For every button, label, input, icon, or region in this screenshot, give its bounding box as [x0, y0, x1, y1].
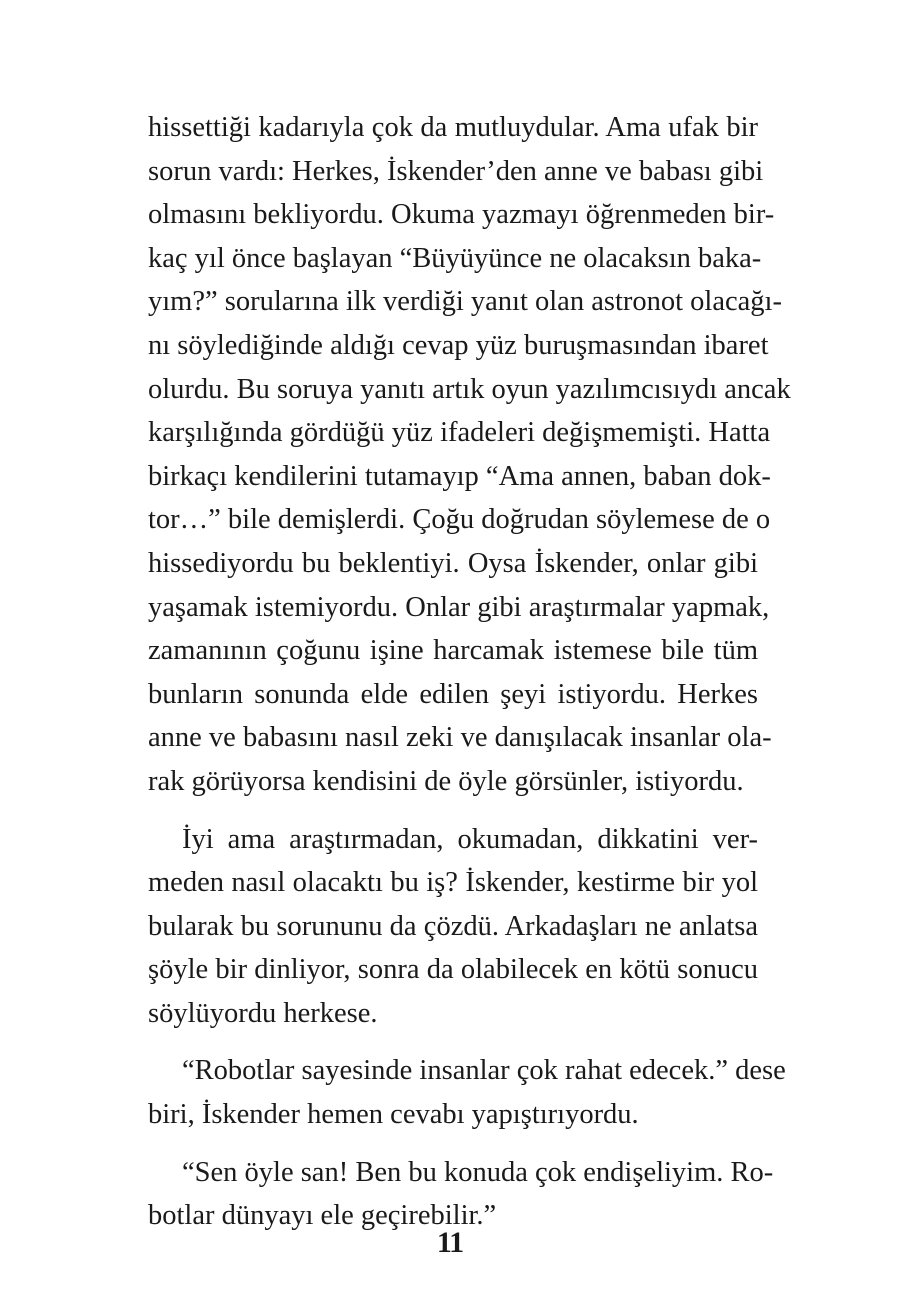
text-line: söylüyordu herkese. — [148, 997, 378, 1029]
text-line: birkaçı kendilerini tutamayıp “Ama annen, baban dok- — [148, 460, 771, 492]
text-line: İyi ama araştırmadan, okumadan, dikkatini ver- — [182, 823, 758, 855]
page-number: 11 — [436, 1226, 464, 1259]
text-line: hissettiği kadarıyla çok da mutluydular. Ama ufak bir — [148, 112, 758, 143]
paragraph — [148, 1151, 774, 1238]
text-line: kaç yıl önce başlayan “Büyüyünce ne olacaksın baka- — [148, 242, 762, 274]
paragraph-gap — [148, 1035, 758, 1049]
text-line: hissediyordu bu beklentiyi. Oysa İskender, onlar gibi — [148, 547, 758, 579]
text-line: yaşamak istemiyordu. Onlar gibi araştırmalar yapmak, — [148, 591, 770, 623]
text-line: şöyle bir dinliyor, sonra da olabilecek en kötü sonucu — [148, 954, 758, 986]
text-line: olmasını bekliyordu. Okuma yazmayı öğrenmeden bir- — [148, 199, 775, 231]
text-line: sorun vardı: Herkes, İskender’den anne ve babası gibi — [148, 155, 764, 187]
text-line: olurdu. Bu soruya yanıtı artık oyun yazılımcısıydı ancak — [148, 373, 791, 405]
paragraph-gap — [148, 1137, 758, 1151]
text-line: bunların sonunda elde edilen şeyi istiyordu. Herkes — [148, 678, 758, 710]
text-line: biri, İskender hemen cevabı yapıştırıyordu. — [148, 1099, 639, 1131]
paragraph — [148, 106, 791, 804]
text-line: “Robotlar sayesinde insanlar çok rahat edecek.” dese — [182, 1055, 786, 1087]
text-line: bularak bu sorununu da çözdü. Arkadaşları ne anlatsa — [148, 910, 758, 942]
text-line: meden nasıl olacaktı bu iş? İskender, kestirme bir yol — [148, 867, 758, 899]
body-text — [148, 106, 791, 1238]
text-line: “Sen öyle san! Ben bu konuda çok endişeliyim. Ro- — [182, 1156, 774, 1188]
paragraph-gap — [148, 804, 758, 818]
text-line: anne ve babasını nasıl zeki ve danışılacak insanlar ola- — [148, 722, 772, 754]
paragraph — [148, 1049, 786, 1136]
text-line: zamanının çoğunu işine harcamak istemese bile tüm — [148, 635, 758, 667]
text-line: tor…” bile demişlerdi. Çoğu doğrudan söylemese de o — [148, 504, 771, 536]
text-line: yım?” sorularına ilk verdiği yanıt olan astronot olacağı- — [148, 286, 782, 318]
text-line: karşılığında gördüğü yüz ifadeleri değişmemişti. Hatta — [148, 417, 771, 449]
text-line: nı söylediğinde aldığı cevap yüz buruşmasından ibaret — [148, 329, 769, 361]
text-line: rak görüyorsa kendisini de öyle görsünler, istiyordu. — [148, 765, 744, 797]
text-line: botlar dünyayı ele geçirebilir.” — [148, 1200, 497, 1232]
paragraph — [148, 818, 758, 1036]
